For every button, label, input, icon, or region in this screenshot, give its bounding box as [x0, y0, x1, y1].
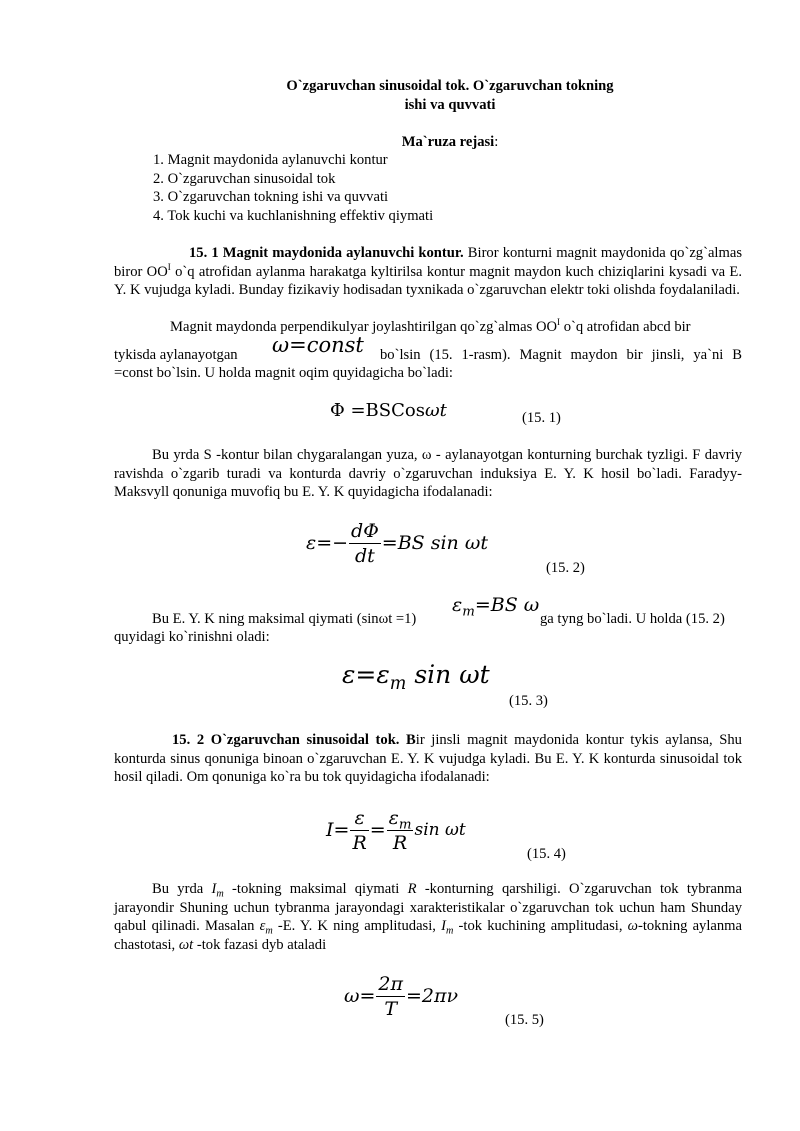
formula-subscript: m [389, 674, 407, 695]
formula-part: = [369, 819, 386, 842]
section-1-paragraph-1 [114, 244, 742, 300]
paragraph-text: Magnit maydonda perpendikulyar joylashtirilgan qo`zg`almas OO [170, 319, 558, 335]
paragraph-5 [114, 880, 742, 954]
equation-number: (15. 4) [527, 846, 566, 862]
plan-heading-text: Ma`ruza rejasi [401, 134, 495, 150]
formula-part: ε=− [306, 532, 349, 555]
formula-part: sin ωt [414, 820, 466, 841]
title-line-2: ishi va quvvati [404, 96, 496, 113]
paragraph-text: -tok kuchining amplitudasi, [453, 918, 628, 935]
plan-item: 4. Tok kuchi va kuchlanishning effektiv qiymati [153, 207, 434, 224]
paragraph-4-line-1-start: Bu E. Y. K ning maksimal qiymati (sinωt =1) [152, 611, 417, 627]
paragraph-2-line-2-start: tykisda aylanayotgan [114, 347, 238, 363]
paragraph-3: Bu yrda S -kontur bilan chygaralangan yuza, ω - aylanayotgan konturning burchak tyzligi. F davriy ravishda o`zgarib turadi va konturda davriy o`zgaruvchan induksiya E. Y. K hosil bo`ladi. Faradyy-Maksvyll qonuniga muvofiq bu E. Y. K quyidagicha ifodalanadi: [114, 447, 742, 501]
symbol: I [441, 918, 446, 935]
symbol: ωt [178, 936, 194, 953]
paragraph-text: -konturning qarshiligi. O`zgaruvchan tok tybranma jarayondir Shuning uchun tybranma jarayondagi xarakteristikalar o`zgaruvchan tok uchun ham Shunday qabul qilinadi. Masalan [114, 881, 742, 935]
symbol: ε [259, 918, 266, 935]
fraction-denominator: dt [355, 545, 375, 567]
superscript-I: I [167, 261, 171, 272]
formula-part: =2πν [406, 985, 459, 1008]
section-1-text-tail: o`q atrofidan aylanma harakatga kyltirilsa kontur magnit maydon kuch chiziqlarini kysadi va E. Y. K vujudga kyladi. Bunday fizikaviy hodisadan tyxnikada o`zgaruvchan elektr toki olishda foydalaniladi. [114, 263, 742, 299]
paragraph-4-line-1-end: ga tyng bo`ladi. U holda (15. 2) [540, 611, 725, 627]
equation-15-3 [342, 660, 490, 695]
equation-number: (15. 1) [522, 410, 561, 426]
fraction-denominator: R [352, 832, 367, 854]
section-2-paragraph [114, 731, 742, 787]
fraction-numerator: dΦ [351, 520, 379, 542]
equation-15-1 [330, 402, 447, 421]
formula-part: ε [452, 594, 463, 616]
symbol: ω [627, 918, 638, 935]
section-1-heading: 15. 1 Magnit maydonida aylanuvchi kontur. [189, 245, 464, 261]
equation-15-2 [306, 519, 488, 568]
plan-item: 2. O`zgaruvchan sinusoidal tok [153, 170, 336, 187]
formula-epsilon-max [452, 594, 540, 620]
section-1-paragraph-2-line-1 [170, 318, 691, 337]
symbol-subscript: m [265, 925, 273, 937]
formula-part: ε [388, 807, 399, 829]
symbol: R [407, 881, 417, 897]
symbol-subscript: m [216, 888, 224, 900]
formula-part: I= [326, 819, 350, 842]
fraction [387, 806, 414, 855]
formula-part: =BS ω [474, 594, 540, 616]
section-2-text: ir jinsli magnit maydonida kontur tykis aylansa, Shu konturda sinus qonuniga binoan o`zgaruvchan E. Y. K vujudga kyladi. Bu E. Y. K konturda sinusoidal tok hosil qiladi. Om qonuniga ko`ra bu tok quyidagicha ifodalanadi: [114, 732, 742, 786]
paragraph-text: Bu yrda [152, 881, 212, 897]
formula-omega-const: ω=const [272, 333, 364, 357]
fraction-numerator: 2π [378, 973, 403, 995]
paragraph-text: -tok fazasi dyb ataladi [193, 936, 327, 953]
formula-subscript: m [398, 817, 412, 833]
fraction-denominator: T [384, 998, 398, 1020]
superscript-I: I [557, 317, 561, 328]
plan-item: 3. O`zgaruvchan tokning ishi va quvvati [153, 189, 389, 206]
section-2-heading: 15. 2 O`zgaruvchan sinusoidal tok. B [172, 732, 416, 748]
paragraph-4-line-2: quyidagi ko`rinishni oladi: [114, 629, 270, 645]
equation-15-4 [326, 806, 466, 855]
paragraph-text: -tokning maksimal qiymati [223, 881, 408, 897]
formula-part: ωt [424, 400, 447, 421]
symbol: I [211, 881, 217, 897]
fraction [350, 806, 368, 855]
paragraph-2-line-2-end: bo`lsin (15. 1-rasm). Magnit maydon bir jinsli, ya`ni B [380, 347, 742, 363]
fraction-denominator: R [392, 832, 408, 854]
formula-part: =BS sin ωt [381, 532, 488, 555]
formula-subscript: m [462, 604, 475, 620]
plan-heading [100, 133, 800, 152]
paragraph-text: -E. Y. K ning amplitudasi, [272, 918, 442, 935]
paragraph-2-line-3: =const bo`lsin. U holda magnit oqim quyidagicha bo`ladi: [114, 365, 453, 381]
section-1-text: Biror konturni magnit maydonida qo`zg`almas biror OO [114, 245, 742, 280]
paragraph-text: o`q atrofidan abcd bir [560, 319, 691, 335]
fraction-numerator: ε [350, 806, 368, 831]
equation-number: (15. 5) [505, 1012, 544, 1028]
equation-number: (15. 2) [546, 560, 585, 576]
symbol-subscript: m [445, 925, 454, 937]
plan-heading-colon: : [494, 134, 499, 150]
equation-number: (15. 3) [509, 693, 548, 709]
plan-list [153, 151, 713, 225]
formula-part: ε=ε [342, 660, 390, 689]
fraction-numerator [387, 806, 414, 831]
formula-part: ω= [344, 985, 376, 1008]
fraction [376, 972, 405, 1021]
formula-part: Φ =BSCos [330, 400, 425, 421]
page-title [100, 77, 800, 114]
title-line-1: O`zgaruvchan sinusoidal tok. O`zgaruvchan tokning [286, 78, 614, 94]
fraction [349, 519, 381, 568]
plan-item: 1. Magnit maydonida aylanuvchi kontur [153, 152, 388, 168]
equation-15-5 [344, 972, 458, 1021]
paragraph-text: -tokning aylanma chastotasi, [114, 918, 742, 953]
formula-part: sin ωt [414, 660, 490, 689]
